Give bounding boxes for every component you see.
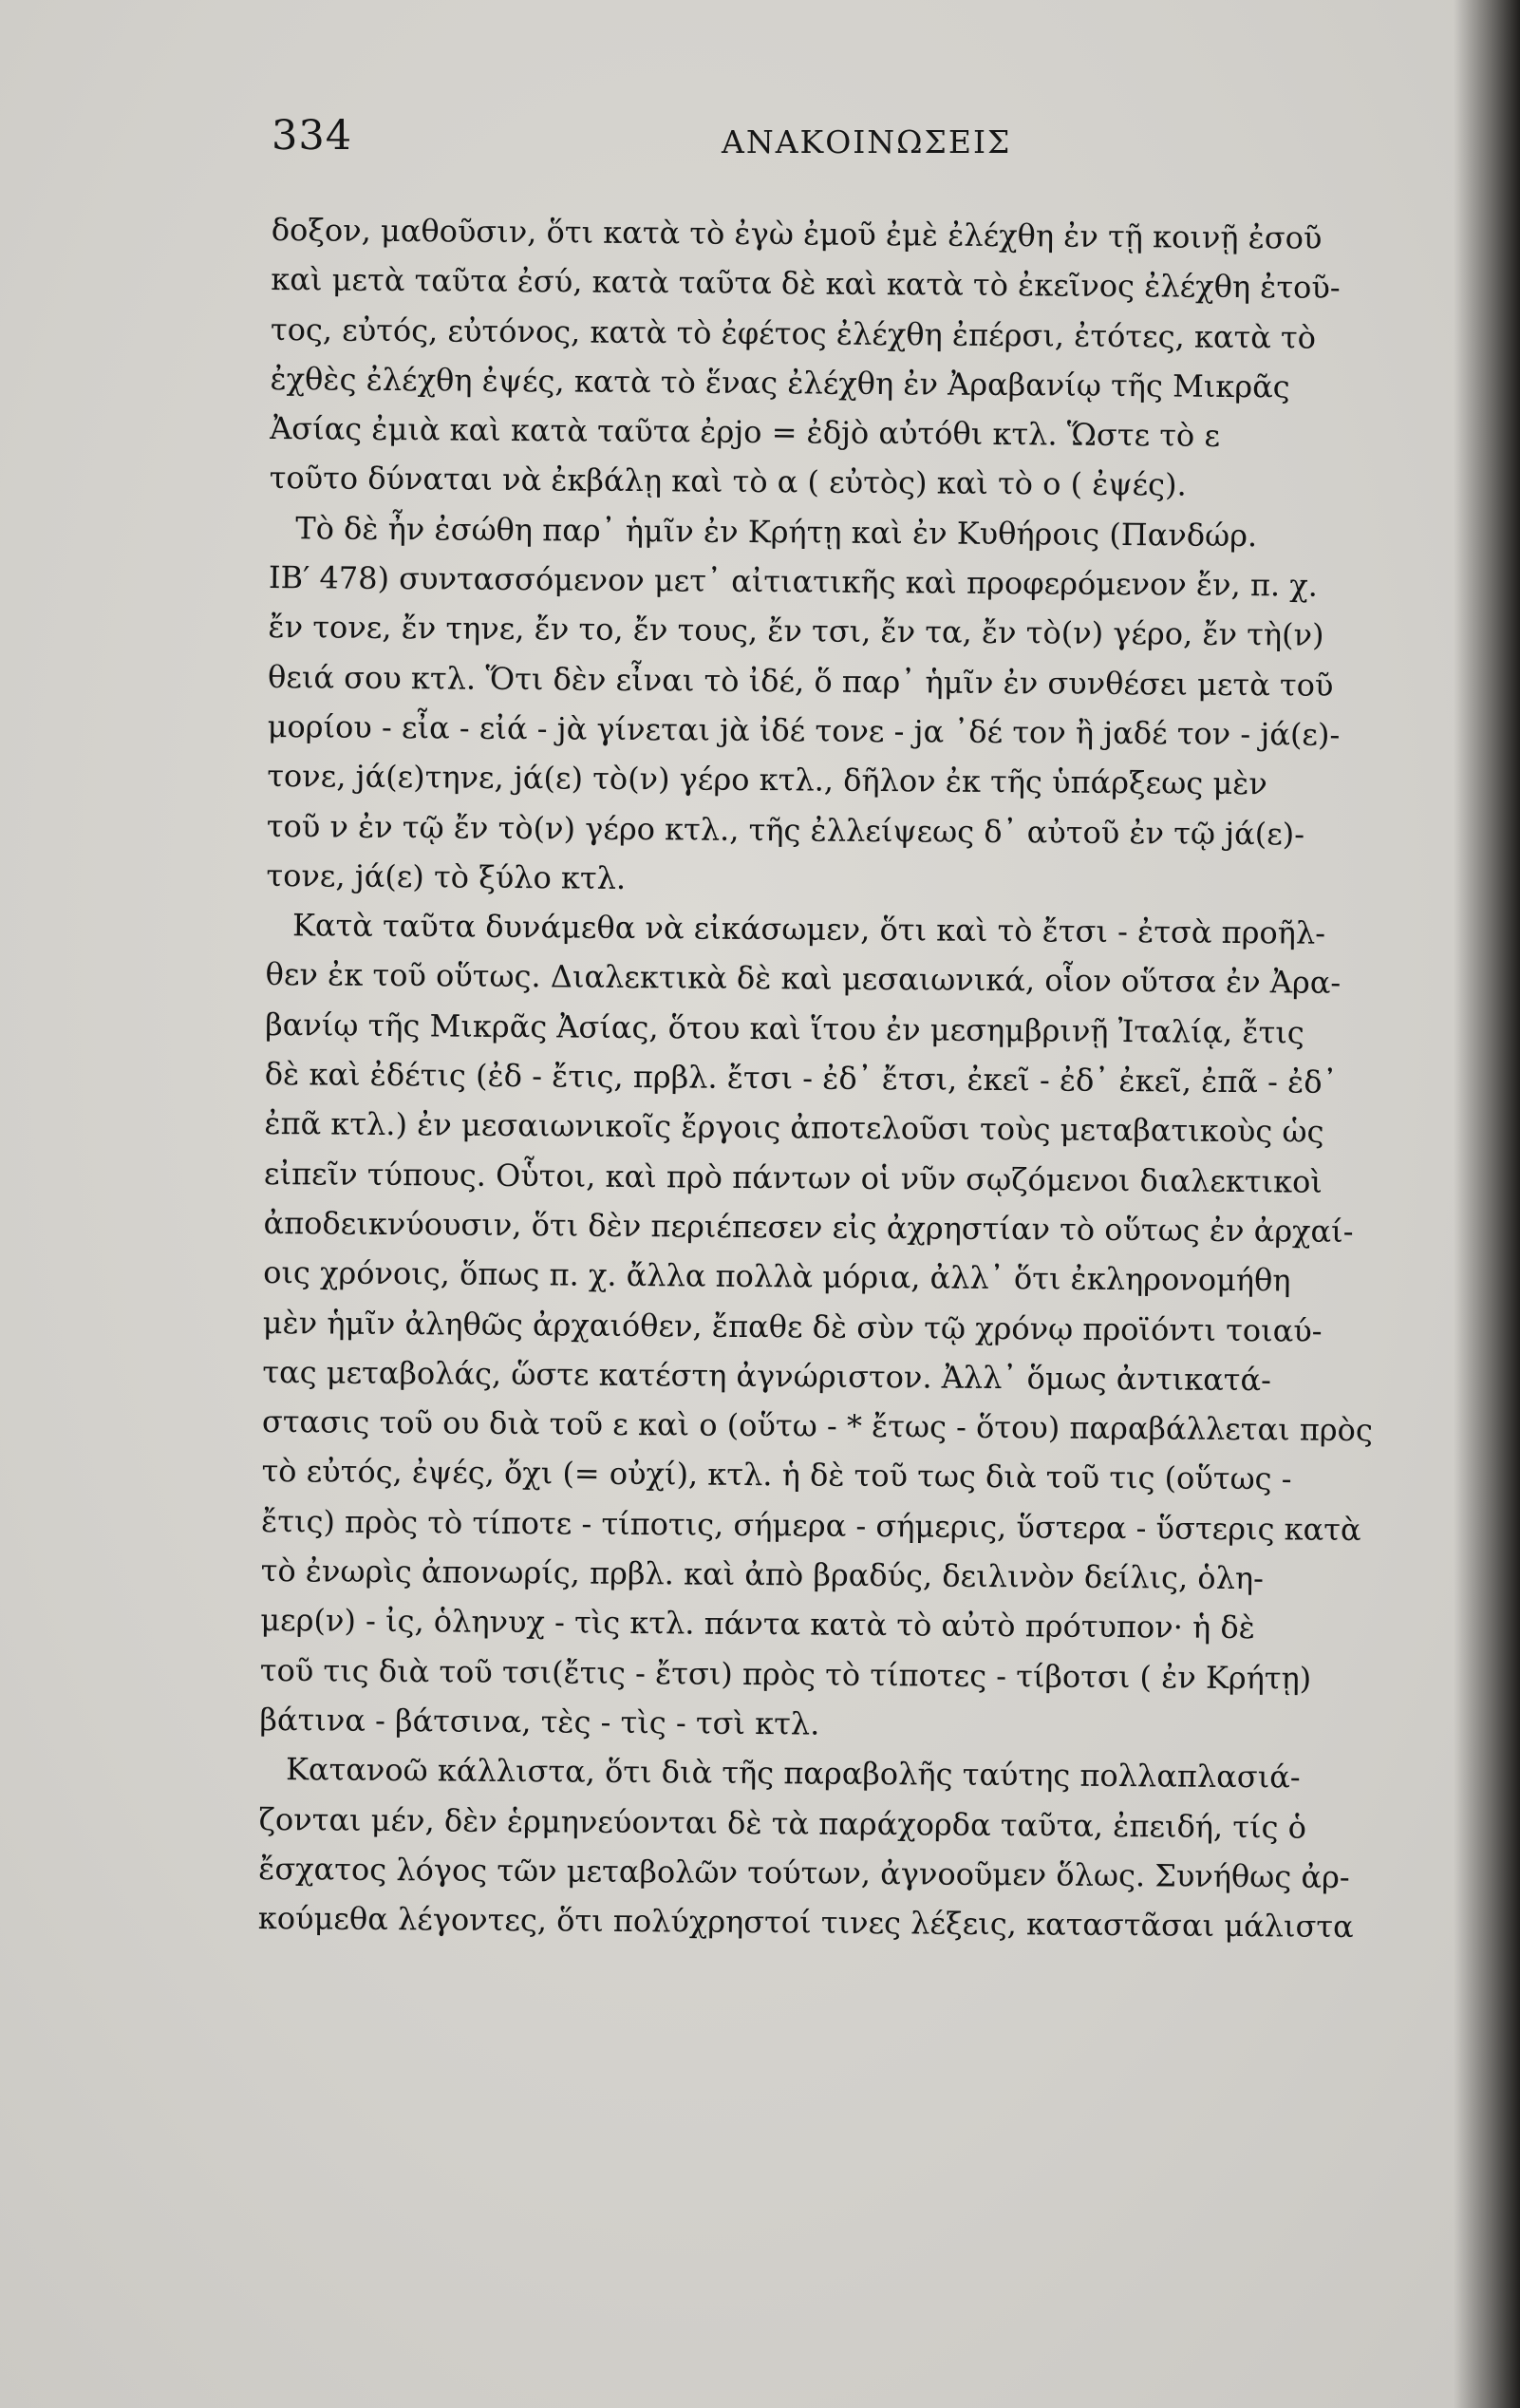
text-line: εἰπεῖν τύπους. Οὗτοι, καὶ πρὸ πάντων οἱ νῦν σῳζόμενοι διαλεκτικοὶ [263, 1155, 1323, 1200]
text-line: μὲν ἡμῖν ἀληθῶς ἀρχαιόθεν, ἔπαθε δὲ σὺν τῷ χρόνῳ προϊόντι τοιαύ- [262, 1304, 1323, 1349]
text-line: καὶ μετὰ ταῦτα ἐσύ, κατὰ ταῦτα δὲ καὶ κατὰ τὸ ἐκεῖνος ἐλέχθη ἐτοῦ- [271, 261, 1341, 307]
text-line: Κατὰ ταῦτα δυνάμεθα νὰ εἰκάσωμεν, ὅτι καὶ τὸ ἔτσι - ἐτσὰ προῆλ- [291, 907, 1326, 951]
page-number: 334 [272, 112, 353, 160]
text-line: ζονται μέν, δὲν ἑρμηνεύονται δὲ τὰ παράχορδα ταῦτα, ἐπειδή, τίς ὁ [258, 1800, 1307, 1846]
text-line: οις χρόνοις, ὅπως π. χ. ἄλλα πολλὰ μόρια, ἀλλ᾽ ὅτι ἐκληρονομήθη [263, 1254, 1291, 1299]
text-line: τονε, jά(ε) τὸ ξύλο κτλ. [266, 856, 627, 896]
text-line: ἔσχατος λόγος τῶν μεταβολῶν τούτων, ἀγνοοῦμεν ὅλως. Συνήθως ἀρ- [258, 1850, 1350, 1895]
text-line: τος, εὐτός, εὐτόνος, κατὰ τὸ ἐφέτος ἐλέχθη ἐπέρσι, ἐτότες, κατὰ τὸ [270, 310, 1317, 356]
text-line: ἀποδεικνύουσιν, ὅτι δὲν περιέπεσεν εἰς ἀχρηστίαν τὸ οὕτως ἐν ἀρχαί- [263, 1204, 1354, 1250]
text-line: τας μεταβολάς, ὥστε κατέστη ἀγνώριστον. Ἀλλ᾽ ὅμως ἀντικατά- [262, 1353, 1272, 1399]
text-line: Τὸ δὲ ἦν ἐσώθη παρ᾽ ἡμῖν ἐν Κρήτῃ καὶ ἐν Κυθήροις (Πανδώρ. [295, 509, 1258, 554]
text-line: ἐπᾶ κτλ.) ἐν μεσαιωνικοῖς ἔργοις ἀποτελοῦσι τοὺς μεταβατικοὺς ὡς [264, 1105, 1324, 1151]
text-line: δοξον, μαθοῦσιν, ὅτι κατὰ τὸ ἐγὼ ἐμοῦ ἐμὲ ἐλέχθη ἐν τῇ κοινῇ ἐσοῦ [271, 211, 1323, 256]
text-line: τοῦτο δύναται νὰ ἐκβάλῃ καὶ τὸ α ( εὐτὸς) καὶ τὸ ο ( ἐψές). [269, 460, 1187, 504]
text-line: Ἀσίας ἐμιὰ καὶ κατὰ ταῦτα ἐρjο = ἐδjὸ αὐτόθι κτλ. Ὥστε τὸ ε [270, 410, 1221, 455]
text-line: τὸ εὐτός, ἐψές, ὄχι (= οὐχί), κτλ. ἡ δὲ τοῦ τως διὰ τοῦ τις (οὕτως - [261, 1453, 1292, 1497]
text-line: Κατανοῶ κάλλιστα, ὅτι διὰ τῆς παραβολῆς ταύτης πολλαπλασιά- [285, 1751, 1301, 1796]
text-line: βάτινα - βάτσινα, τὲς - τὶς - τσὶ κτλ. [259, 1701, 820, 1742]
text-line: τοῦ ν ἐν τῷ ἔν τὸ(ν) γέρο κτλ., τῆς ἐλλείψεως δ᾽ αὐτοῦ ἐν τῷ jά(ε)- [266, 807, 1305, 853]
text-line: μερ(ν) - ἰς, ὁληνυχ - τὶς κτλ. πάντα κατὰ τὸ αὐτὸ πρότυπον· ἡ δὲ [260, 1602, 1255, 1646]
text-line: τὸ ἐνωρὶς ἀπονωρίς, πρβλ. καὶ ἀπὸ βραδύς, δειλινὸν δείλις, ὁλη- [260, 1552, 1265, 1597]
running-head: ΑΝΑΚΟΙΝΩΣΕΙΣ [722, 123, 1012, 160]
text-line: κούμεθα λέγοντες, ὅτι πολύχρηστοί τινες λέξεις, καταστᾶσαι μάλιστα [257, 1900, 1354, 1946]
text-line: ἐχθὲς ἐλέχθη ἐψές, κατὰ τὸ ἕνας ἐλέχθη ἐν Ἀραβανίῳ τῆς Μικρᾶς [270, 360, 1290, 405]
text-line: ἔν τονε, ἔν τηνε, ἔν το, ἔν τους, ἔν τσι, ἔν τα, ἔν τὸ(ν) γέρο, ἔν τὴ(ν) [268, 609, 1324, 654]
text-line: ΙΒ′ 478) συντασσόμενον μετ᾽ αἰτιατικῆς καὶ προφερόμενον ἔν, π. χ. [268, 559, 1319, 604]
text-line: τονε, jά(ε)τηνε, jά(ε) τὸ(ν) γέρο κτλ., δῆλον ἐκ τῆς ὑπάρξεως μὲν [267, 758, 1267, 802]
text-line: στασις τοῦ ου διὰ τοῦ ε καὶ ο (οὕτω - * ἔτως - ὅτου) παραβάλλεται πρὸς [261, 1403, 1373, 1449]
text-line: δὲ καὶ ἐδέτις (ἐδ - ἔτις, πρβλ. ἔτσι - ἐδ᾽ ἔτσι, ἐκεῖ - ἐδ᾽ ἐκεῖ, ἐπᾶ - ἐδ᾽ [264, 1056, 1338, 1101]
text-line: μορίου - εἶα - εἰά - jὰ γίνεται jὰ ἰδέ τονε - jα ᾽δέ τον ἢ jαδέ τον - jά(ε)- [267, 707, 1341, 753]
page-edge-shadow [1454, 0, 1520, 2408]
text-line: θειά σου κτλ. Ὅτι δὲν εἶναι τὸ ἰδέ, ὅ παρ᾽ ἡμῖν ἐν συνθέσει μετὰ τοῦ [267, 658, 1334, 704]
page-header [272, 112, 1439, 188]
text-line: τοῦ τις διὰ τοῦ τσι(ἔτις - ἔτσι) πρὸς τὸ τίποτες - τίβοτσι ( ἐν Κρήτῃ) [259, 1651, 1312, 1697]
text-line: βανίῳ τῆς Μικρᾶς Ἀσίας, ὅτου καὶ ἵτου ἐν μεσημβρινῇ Ἰταλίᾳ, ἔτις [265, 1006, 1304, 1051]
text-line: θεν ἐκ τοῦ οὕτως. Διαλεκτικὰ δὲ καὶ μεσαιωνικά, οἷον οὕτσα ἐν Ἀρα- [265, 956, 1342, 1002]
body-text [258, 205, 1449, 1952]
text-line: ἔτις) πρὸς τὸ τίποτε - τίποτις, σήμερα - σήμερις, ὕστερα - ὕστερις κατὰ [260, 1502, 1361, 1548]
